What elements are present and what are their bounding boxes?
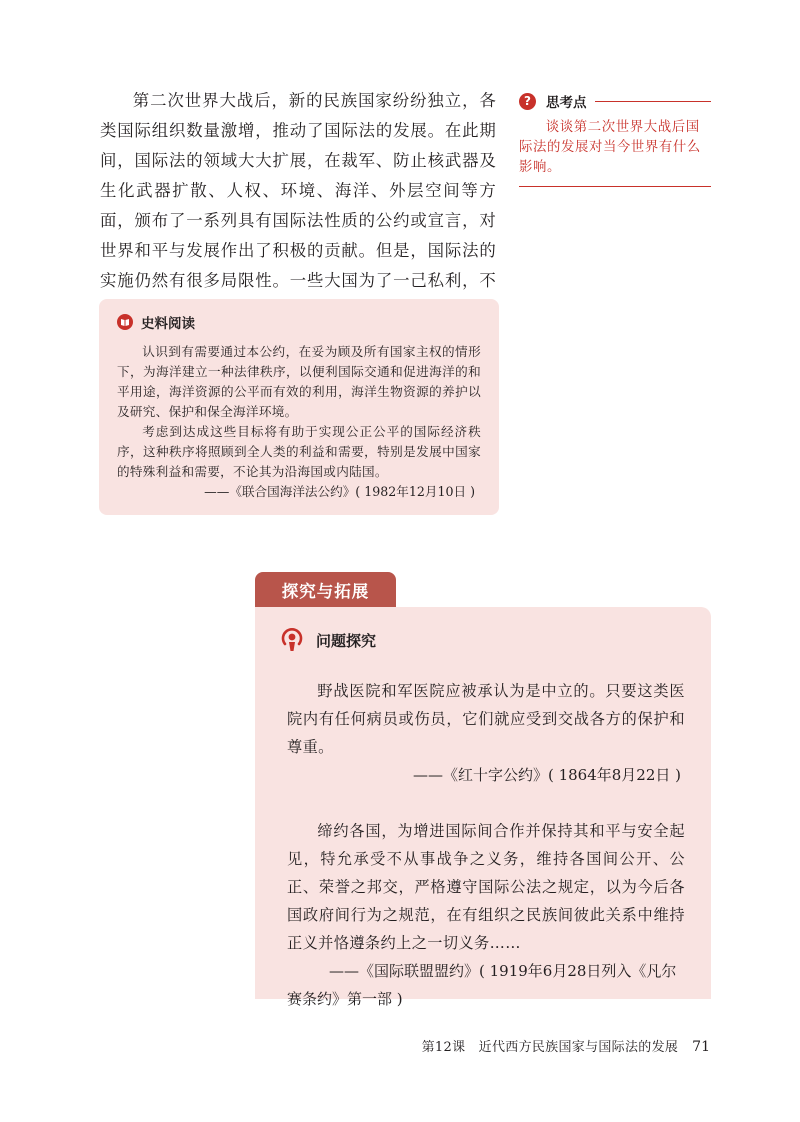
question-inquiry-header — [280, 627, 685, 653]
explore-box — [255, 607, 711, 1008]
book-icon — [117, 314, 133, 330]
think-point-box — [519, 90, 711, 187]
question-mark-icon: ? — [519, 93, 536, 110]
reading-paragraph: 认识到有需要通过本公约，在妥为顾及所有国家主权的情形下，为海洋建立一种法律秩序，以便利国际交通和促进海洋的和平用途，海洋资源的公平而有效的利用，海洋生物资源的养护以及研究、保护和保全海洋环境。 — [117, 344, 481, 419]
footer-lesson-title: 第12课 近代西方民族国家与国际法的发展 — [421, 1040, 679, 1055]
explore-tab-label: 探究与拓展 — [255, 572, 396, 607]
quote-league-of-nations: 缔约各国，为增进国际间合作并保持其和平与安全起见，特允承受不从事战争之义务，维持各国间公开、公正、荣誉之邦交，严格遵守国际公法之规定，以为今后各国政府间行为之规范，在有组织之民族间彼此关系中维持正义并恪遵条约上之一切义务…… — [287, 822, 685, 952]
reading-header — [117, 311, 481, 333]
think-point-bottom-divider — [519, 186, 711, 187]
page-footer — [422, 1036, 710, 1055]
think-point-body: 谈谈第二次世界大战后国际法的发展对当今世界有什么影响。 — [519, 120, 701, 175]
page-number: 71 — [692, 1039, 710, 1055]
think-point-header — [519, 90, 711, 112]
reading-paragraph: 考虑到达成这些目标将有助于实现公正公平的国际经济秩序，这种秩序将照顾到全人类的利益和需要，特别是发展中国家的特殊利益和需要，不论其为沿海国或内陆国。 — [117, 424, 481, 479]
reading-title: 史料阅读 — [141, 316, 195, 332]
inquiry-icon — [280, 627, 304, 653]
question-inquiry-title: 问题探究 — [316, 631, 377, 650]
think-point-divider — [595, 101, 712, 102]
source-league-of-nations: ——《国际联盟盟约》( 1919年6月28日列入《凡尔赛条约》第一部 ) — [287, 962, 677, 1008]
source-red-cross: ——《红十字公约》( 1864年8月22日 ) — [412, 766, 681, 784]
main-paragraph: 第二次世界大战后，新的民族国家纷纷独立，各类国际组织数量激增，推动了国际法的发展。在此期间，国际法的领域大大扩展，在裁军、防止核武器及生化武器扩散、人权、环境、海洋、外层空间等方面，颁布了一系列具有国际法性质的公约或宣言，对世界和平与发展作出了积极的贡献。但是，国际法的实施仍然有很多局限性。一些大国为了一己私利，不 — [100, 91, 496, 290]
historical-reading-box — [99, 299, 499, 515]
reading-source: ——《联合国海洋法公约》( 1982年12月10日 ) — [204, 484, 475, 499]
quote-red-cross: 野战医院和军医院应被承认为是中立的。只要这类医院内有任何病员或伤员，它们就应受到交战各方的保护和尊重。 — [287, 682, 685, 756]
think-point-title: 思考点 — [546, 95, 587, 111]
